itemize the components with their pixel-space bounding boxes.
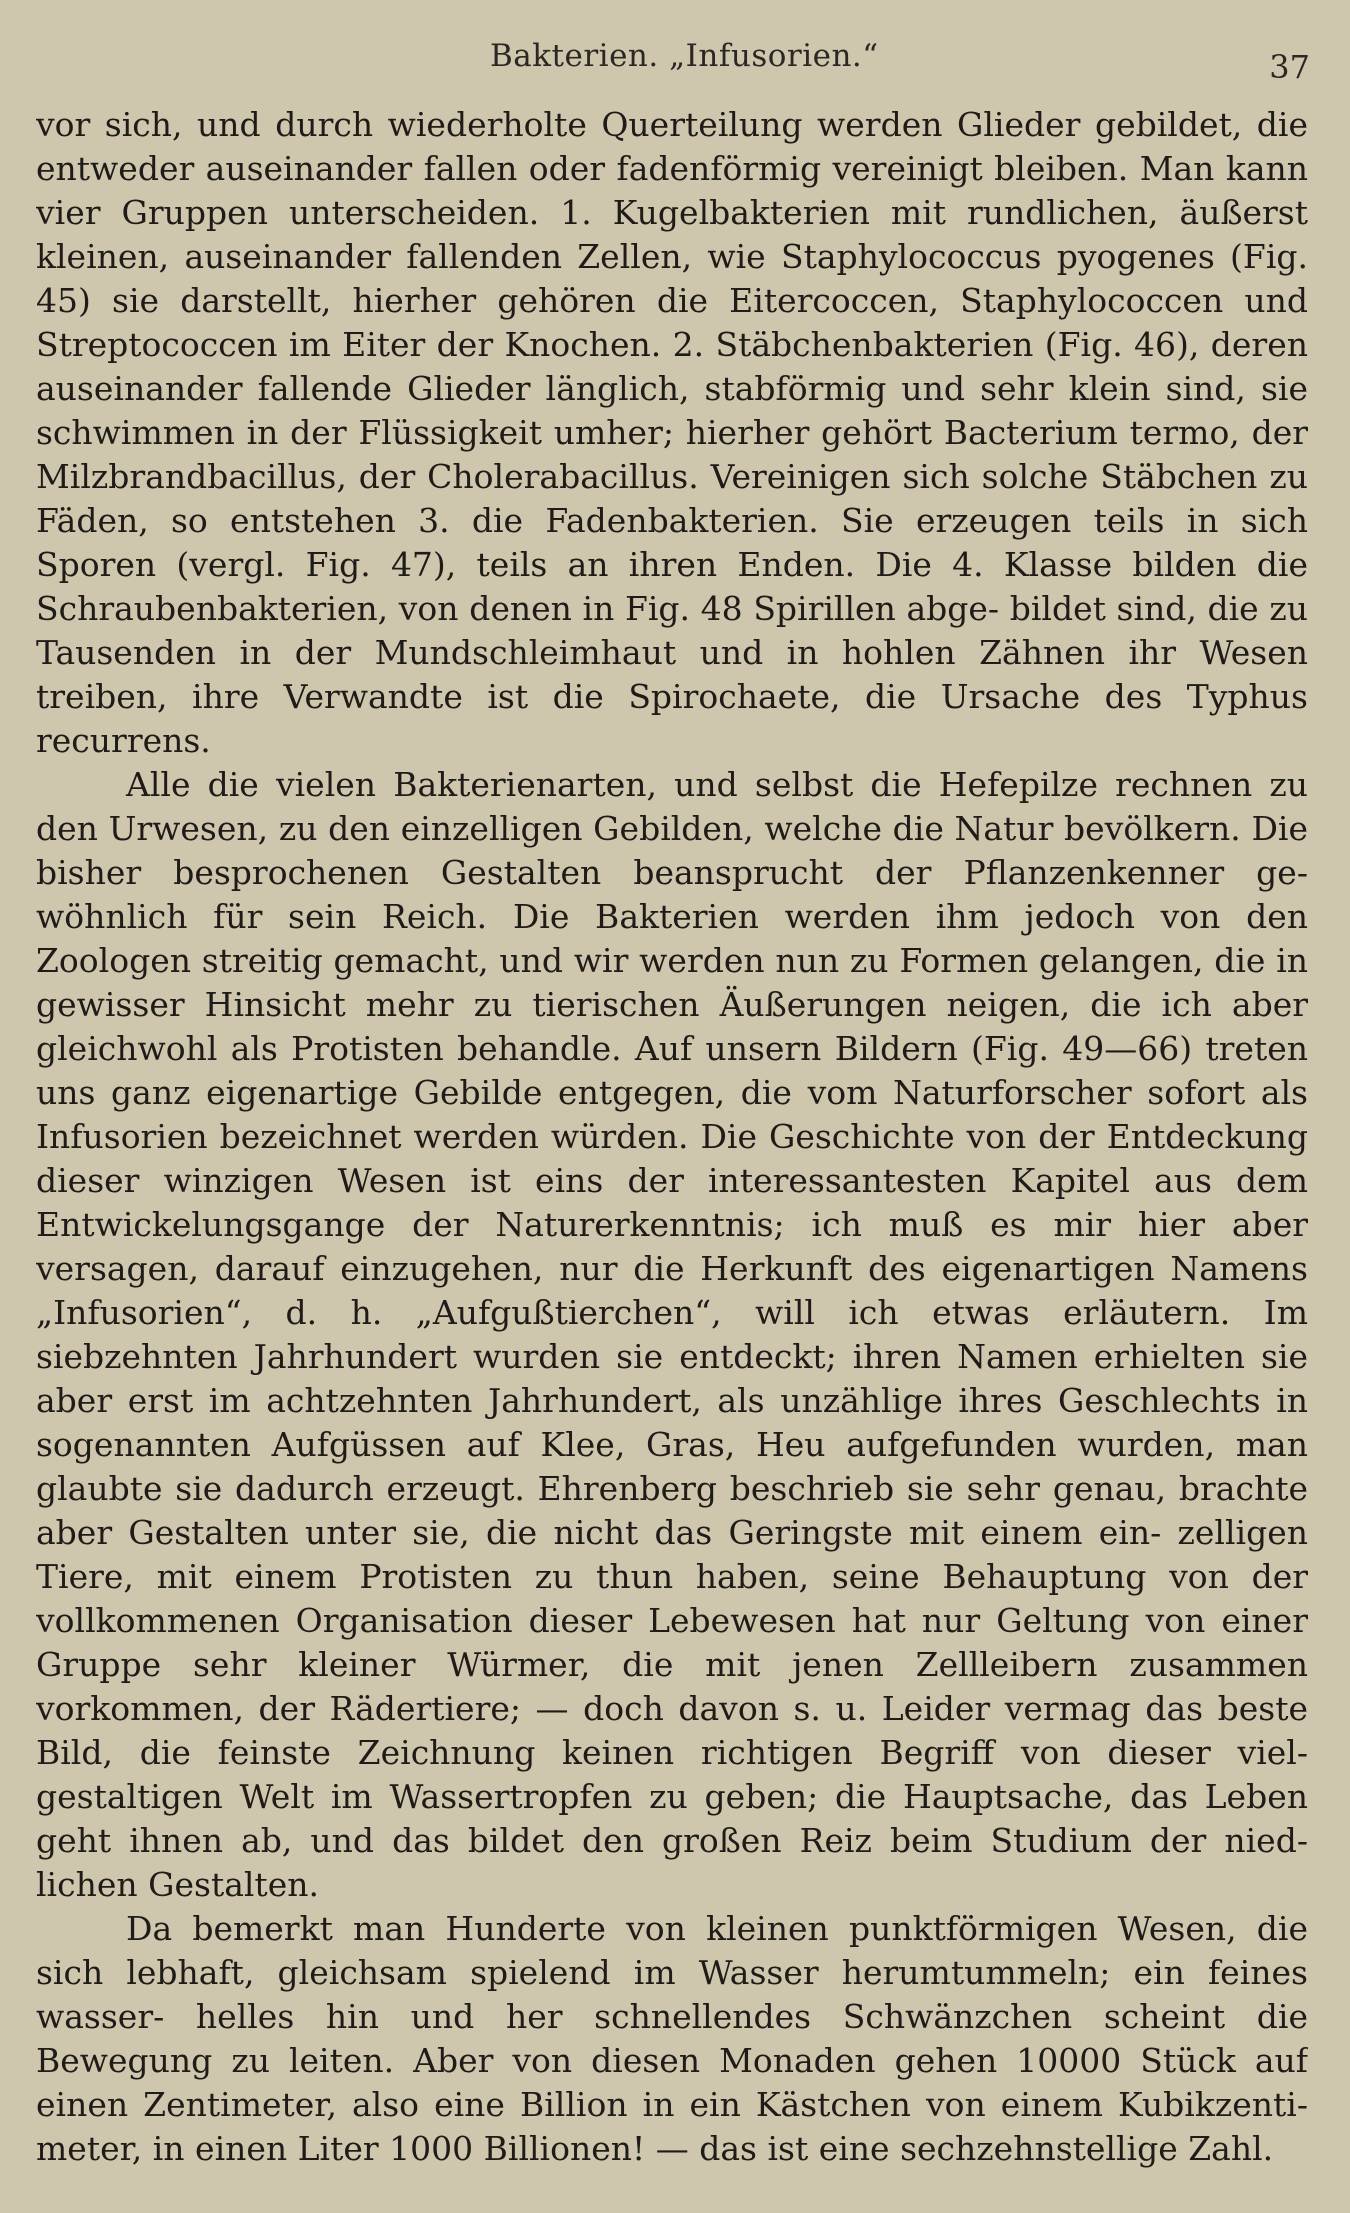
paragraph-1: vor sich, und durch wiederholte Querteilung werden Glieder gebildet, die entweder auseinander fallen oder fadenförmig vereinigt bleiben. Man kann vier Gruppen unterscheiden. 1. Kugelbakterien mit rundlichen, äußerst kleinen, auseinander fallenden Zellen, wie Staphylococcus pyogenes (Fig. 45) sie darstellt, hierher gehören die Eitercoccen, Staphylococcen und Streptococcen im Eiter der Knochen. 2. Stäbchenbakterien (Fig. 46), deren auseinander fallende Glieder länglich, stabförmig und sehr klein sind, sie schwimmen in der Flüssigkeit umher; hierher gehört Bacterium termo, der Milzbrandbacillus, der Cholerabacillus. Vereinigen sich solche Stäbchen zu Fäden, so entstehen 3. die Fadenbakterien. Sie erzeugen teils in sich Sporen (vergl. Fig. 47), teils an ihren Enden. Die 4. Klasse bilden die Schraubenbakterien, von denen in Fig. 48 Spirillen abge- bildet sind, die zu Tausenden in der Mundschleimhaut und in hohlen Zähnen ihr Wesen treiben, ihre Verwandte ist die Spirochaete, die Ursache des Typhus recurrens. [36,105,1308,760]
body-text [36,103,1308,2183]
header-title: Bakterien. „Infusorien.“ [490,38,879,74]
page-number: 37 [1269,48,1310,86]
paragraph-3: Da bemerkt man Hunderte von kleinen punktförmigen Wesen, die sich lebhaft, gleichsam spielend im Wasser herumtummeln; ein feines wasser- helles hin und her schnellendes Schwänzchen scheint die Bewegung zu leiten. Aber von diesen Monaden gehen 10000 Stück auf einen Zentimeter, also eine Billion in ein Kästchen von einem Kubikzenti- meter, in einen Liter 1000 Billionen! — das ist eine sechzehnstellige Zahl. [36,1909,1308,2168]
running-header [0,38,1350,86]
paragraph-2: Alle die vielen Bakterienarten, und selbst die Hefepilze rechnen zu den Urwesen, zu den einzelligen Gebilden, welche die Natur bevölkern. Die bisher besprochenen Gestalten beansprucht der Pflanzenkenner ge- wöhnlich für sein Reich. Die Bakterien werden ihm jedoch von den Zoologen streitig gemacht, und wir werden nun zu Formen gelangen, die in gewisser Hinsicht mehr zu tierischen Äußerungen neigen, die ich aber gleichwohl als Protisten behandle. Auf unsern Bildern (Fig. 49—66) treten uns ganz eigenartige Gebilde entgegen, die vom Naturforscher sofort als Infusorien bezeichnet werden würden. Die Geschichte von der Entdeckung dieser winzigen Wesen ist eins der interessantesten Kapitel aus dem Entwickelungsgange der Naturerkenntnis; ich muß es mir hier aber versagen, darauf einzugehen, nur die Herkunft des eigenartigen Namens „Infusorien“, d. h. „Aufgußtierchen“, will ich etwas erläutern. Im siebzehnten Jahrhundert wurden sie entdeckt; ihren Namen erhielten sie aber erst im achtzehnten Jahrhundert, als unzählige ihres Geschlechts in sogenannten Aufgüssen auf Klee, Gras, Heu aufgefunden wurden, man glaubte sie dadurch erzeugt. Ehrenberg beschrieb sie sehr genau, brachte aber Gestalten unter sie, die nicht das Geringste mit einem ein- zelligen Tiere, mit einem Protisten zu thun haben, seine Behauptung von der vollkommenen Organisation dieser Lebewesen hat nur Geltung von einer Gruppe sehr kleiner Würmer, die mit jenen Zellleibern zusammen vorkommen, der Rädertiere; — doch davon s. u. Leider vermag das beste Bild, die feinste Zeichnung keinen richtigen Begriff von dieser viel- gestaltigen Welt im Wassertropfen zu geben; die Hauptsache, das Leben geht ihnen ab, und das bildet den großen Reiz beim Studium der nied- lichen Gestalten. [36,765,1308,1904]
